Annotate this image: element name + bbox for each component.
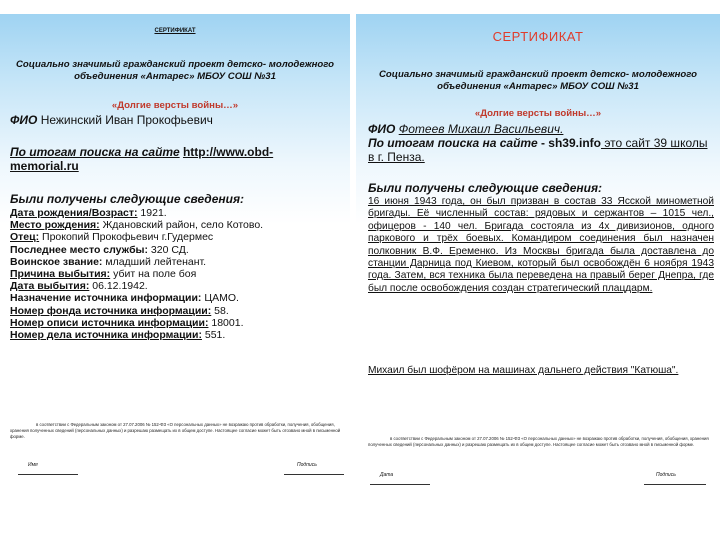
fact-row	[10, 268, 348, 280]
project-slogan: «Долгие версты войны…»	[474, 108, 602, 119]
fio-label: ФИО	[10, 113, 38, 127]
fact-value: 551.	[201, 329, 226, 342]
fact-key: Дата рождения/Возраст:	[10, 207, 138, 219]
project-slogan: «Долгие версты войны…»	[111, 100, 239, 111]
sign-name-label: Имя	[28, 462, 38, 468]
sign-signature-label: Подпись	[656, 472, 676, 478]
received-heading: Были получены следующие сведения:	[368, 181, 603, 195]
certificate-right	[356, 14, 720, 512]
certificate-title: СЕРТИФИКАТ	[154, 28, 196, 34]
fact-key: Последнее место службы:	[10, 243, 149, 256]
project-name: Социально значимый гражданский проект детско- молодежного объединения «Антарес» МБОУ СОШ №31	[378, 69, 698, 92]
story-paragraph: 16 июня 1943 года, он был призван в состав 33 Ясской минометной бригады. Её численный состав: рядовых и сержантов – 1015 чел., офицеров - 140 чел. Бригада состояла из 4х дивизионов, одного паркового и трёх боевых. Командиром соединения был назначен полковник В.Ф. Еременко. Из Москвы бригада была доставлена до станции Дарница под Киевом, который был освобождён 6 ноября 1943 года. Затем, вся техника была переведена на правый берег Днепра, где был после освобождения создан стратегический плацдарм.	[368, 196, 714, 294]
fio-name: Фотеев Михаил Васильевич.	[398, 122, 564, 136]
received-heading: Были получены следующие сведения:	[10, 192, 245, 206]
certificate-title: СЕРТИФИКАТ	[492, 29, 584, 44]
facts-list	[10, 207, 348, 341]
consent-footnote: в соответствии с Федеральным законом от 27.07.2006 № 152-ФЗ «О персональных данных» не возражаю против обработки, получения, обобщения, хранения полученных сведений (персональных данных) и разрешаю размещать их в общем доступе. Настоящее согласие может быть отозвано мной в письменной форме.	[10, 422, 341, 439]
sign-signature-line	[284, 474, 344, 475]
sign-signature-label: Подпись	[297, 462, 317, 468]
fio-line	[368, 122, 563, 136]
fact-key: Место рождения:	[10, 219, 100, 232]
fact-value: ЦАМО.	[201, 292, 239, 305]
fact-value: 1921.	[137, 207, 167, 219]
fact-row	[10, 329, 348, 341]
fact-row	[10, 305, 348, 317]
consent-footnote: в соответствии с Федеральным законом от 27.07.2006 № 152-ФЗ «О персональных данных» не возражаю против обработки, получения, обобщения, хранения полученных сведений (персональных данных) и разрешаю размещать их в общем доступе. Настоящее согласие может быть отозвано мной в письменной форме.	[368, 436, 709, 447]
certificate-left	[0, 14, 350, 512]
fact-key: Отец:	[10, 231, 40, 244]
fact-value: убит на поле боя	[110, 268, 197, 281]
fact-row	[10, 317, 348, 329]
fio-label: ФИО	[368, 122, 396, 136]
fact-row	[10, 244, 348, 256]
fact-key: Дата выбытия:	[10, 280, 90, 293]
fio-line	[10, 113, 213, 127]
fact-value: 58.	[211, 304, 229, 317]
fact-key: Номер фонда источника информации:	[10, 304, 212, 317]
search-site-link[interactable]: - sh39.info	[540, 136, 601, 150]
fact-key: Причина выбытия:	[10, 268, 111, 281]
story-paragraph-2: Михаил был шофёром на машинах дальнего действия "Катюша".	[368, 365, 679, 376]
fact-value: 320 СД.	[148, 243, 189, 256]
search-note: это сайт 39 школы в г. Пенза.	[368, 136, 708, 164]
fact-row	[10, 231, 348, 243]
search-label: По итогам поиска на сайте	[368, 136, 538, 150]
fact-row	[10, 207, 348, 219]
fact-row	[10, 280, 348, 292]
sign-date-line	[370, 484, 430, 485]
fact-row	[10, 292, 348, 304]
fio-name: Нежинский Иван Прокофьевич	[40, 113, 213, 127]
fact-value: 18001.	[208, 316, 244, 329]
sign-signature-line	[644, 484, 706, 485]
sign-date-label: Дата	[380, 472, 394, 478]
fact-value: младший лейтенант.	[102, 255, 207, 268]
fact-value: 06.12.1942.	[89, 280, 148, 293]
search-line	[368, 136, 714, 164]
search-label: По итогам поиска на сайте	[10, 145, 180, 159]
sign-name-line	[18, 474, 78, 475]
fact-key: Воинское звание:	[10, 255, 103, 268]
search-site-link[interactable]: http://www.obd-memorial.ru	[10, 145, 274, 173]
fact-value: Прокопий Прокофьевич г.Гудермес	[39, 231, 214, 244]
fact-row	[10, 256, 348, 268]
search-line	[10, 145, 330, 173]
project-name: Социально значимый гражданский проект детско- молодежного объединения «Антарес» МБОУ СОШ №31	[15, 59, 335, 82]
fact-key: Номер описи источника информации:	[10, 316, 209, 329]
fact-key: Номер дела источника информации:	[10, 329, 202, 342]
fact-value: Ждановский район, село Котово.	[99, 219, 264, 232]
fact-key: Назначение источника информации:	[10, 292, 202, 305]
fact-row	[10, 219, 348, 231]
